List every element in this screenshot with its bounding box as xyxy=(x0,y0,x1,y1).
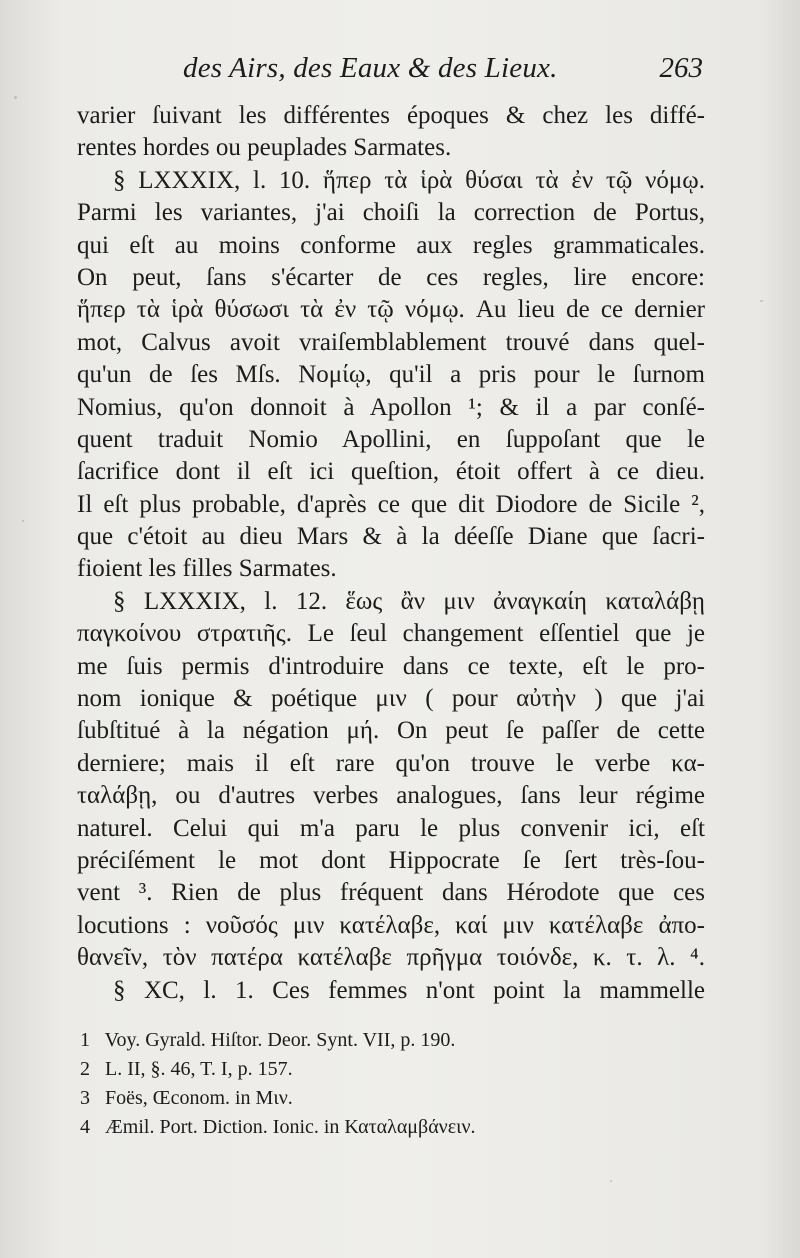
text-line: ταλάβῃ, ou d'autres verbes analogues, ſans leur régime xyxy=(77,782,705,810)
text-line: θανεῖν, τὸν πατέρα κατέλαβε πρῆγμα τοιόνδε, κ. τ. λ. ⁴. xyxy=(77,944,705,972)
page-header xyxy=(183,48,703,88)
text-line: fioient les filles Sarmates. xyxy=(77,555,337,583)
footnote xyxy=(80,1055,680,1084)
text-line: qui eſt au moins conforme aux regles grammaticales. xyxy=(77,231,705,259)
text-line: mot, Calvus avoit vraiſemblablement trouvé dans quel- xyxy=(77,328,705,356)
footnote-text: Voy. Gyrald. Hiſtor. Deor. Synt. VII, p. 190. xyxy=(104,1029,456,1051)
footnote-number: 4 xyxy=(80,1116,90,1138)
text-line: ἥπερ τὰ ἱρὰ θύσωσι τὰ ἐν τῷ νόμῳ. Au lieu de ce dernier xyxy=(77,296,705,324)
footnotes xyxy=(80,1026,680,1142)
text-line: § XC, l. 1. Ces femmes n'ont point la mammelle xyxy=(113,976,705,1004)
text-line: que c'étoit au dieu Mars & à la déeſſe Diane que ſacri- xyxy=(77,523,705,551)
text-line: παγκοίνου στρατιῆς. Le ſeul changement eſſentiel que je xyxy=(77,620,705,648)
text-line: Il eſt plus probable, d'après ce que dit Diodore de Sicile ², xyxy=(77,490,705,518)
running-title: des Airs, des Eaux & des Lieux. xyxy=(183,52,558,84)
text-line: préciſément le mot dont Hippocrate ſe ſert très-ſou- xyxy=(77,846,705,874)
paper-speck xyxy=(610,1180,612,1182)
text-line: qu'un de ſes Mſs. Νομίῳ, qu'il a pris pour le ſurnom xyxy=(77,361,705,389)
page-number: 263 xyxy=(659,52,703,84)
text-line: Parmi les variantes, j'ai choiſi la correction de Portus, xyxy=(77,199,705,227)
text-line: § LXXXIX, l. 10. ἥπερ τὰ ἱρὰ θύσαι τὰ ἐν τῷ νόμῳ. xyxy=(113,166,705,194)
paper-speck xyxy=(760,300,763,302)
text-line: nom ionique & poétique μιν ( pour αὐτὴν ) que j'ai xyxy=(77,685,705,713)
text-line: Nomius, qu'on donnoit à Apollon ¹; & il a par conſé- xyxy=(77,393,705,421)
paper-speck xyxy=(14,96,17,99)
footnote-number: 2 xyxy=(80,1058,90,1080)
text-line: varier ſuivant les différentes époques & chez les diffé- xyxy=(77,102,705,129)
text-line: locutions : νοῦσός μιν κατέλαβε, καί μιν κατέλαβε ἀπο- xyxy=(77,911,705,939)
footnote-number: 1 xyxy=(80,1029,90,1051)
footnote-number: 3 xyxy=(80,1087,90,1109)
footnote xyxy=(80,1113,680,1142)
text-line: me ſuis permis d'introduire dans ce texte, eſt le pro- xyxy=(77,652,705,680)
text-line: naturel. Celui qui m'a paru le plus convenir ici, eſt xyxy=(77,814,705,842)
footnote xyxy=(80,1084,680,1113)
footnote-text: Foës, Œconom. in Μιν. xyxy=(105,1087,293,1109)
text-line: ſubſtitué à la négation μή. On peut ſe paſſer de cette xyxy=(77,717,705,745)
footnote-text: Æmil. Port. Diction. Ionic. in Καταλαμβάνειν. xyxy=(105,1116,476,1138)
text-line: ſacrifice dont il eſt ici queſtion, étoit offert à ce dieu. xyxy=(77,458,705,486)
body-text xyxy=(77,100,705,1007)
text-line: On peut, ſans s'écarter de ces regles, lire encore: xyxy=(77,263,705,291)
text-line: quent traduit Nomio Apollini, en ſuppoſant que le xyxy=(77,425,705,453)
text-line: § LXXXIX, l. 12. ἕως ἂν μιν ἀναγκαίη καταλάβῃ xyxy=(113,587,705,615)
footnote-text: L. II, §. 46, T. I, p. 157. xyxy=(105,1058,293,1080)
text-line: rentes hordes ou peuplades Sarmates. xyxy=(77,134,452,162)
text-line: vent ³. Rien de plus fréquent dans Hérodote que ces xyxy=(77,879,705,907)
text-line: derniere; mais il eſt rare qu'on trouve le verbe κα- xyxy=(77,749,705,777)
footnote xyxy=(80,1026,680,1055)
paper-speck xyxy=(22,520,24,522)
